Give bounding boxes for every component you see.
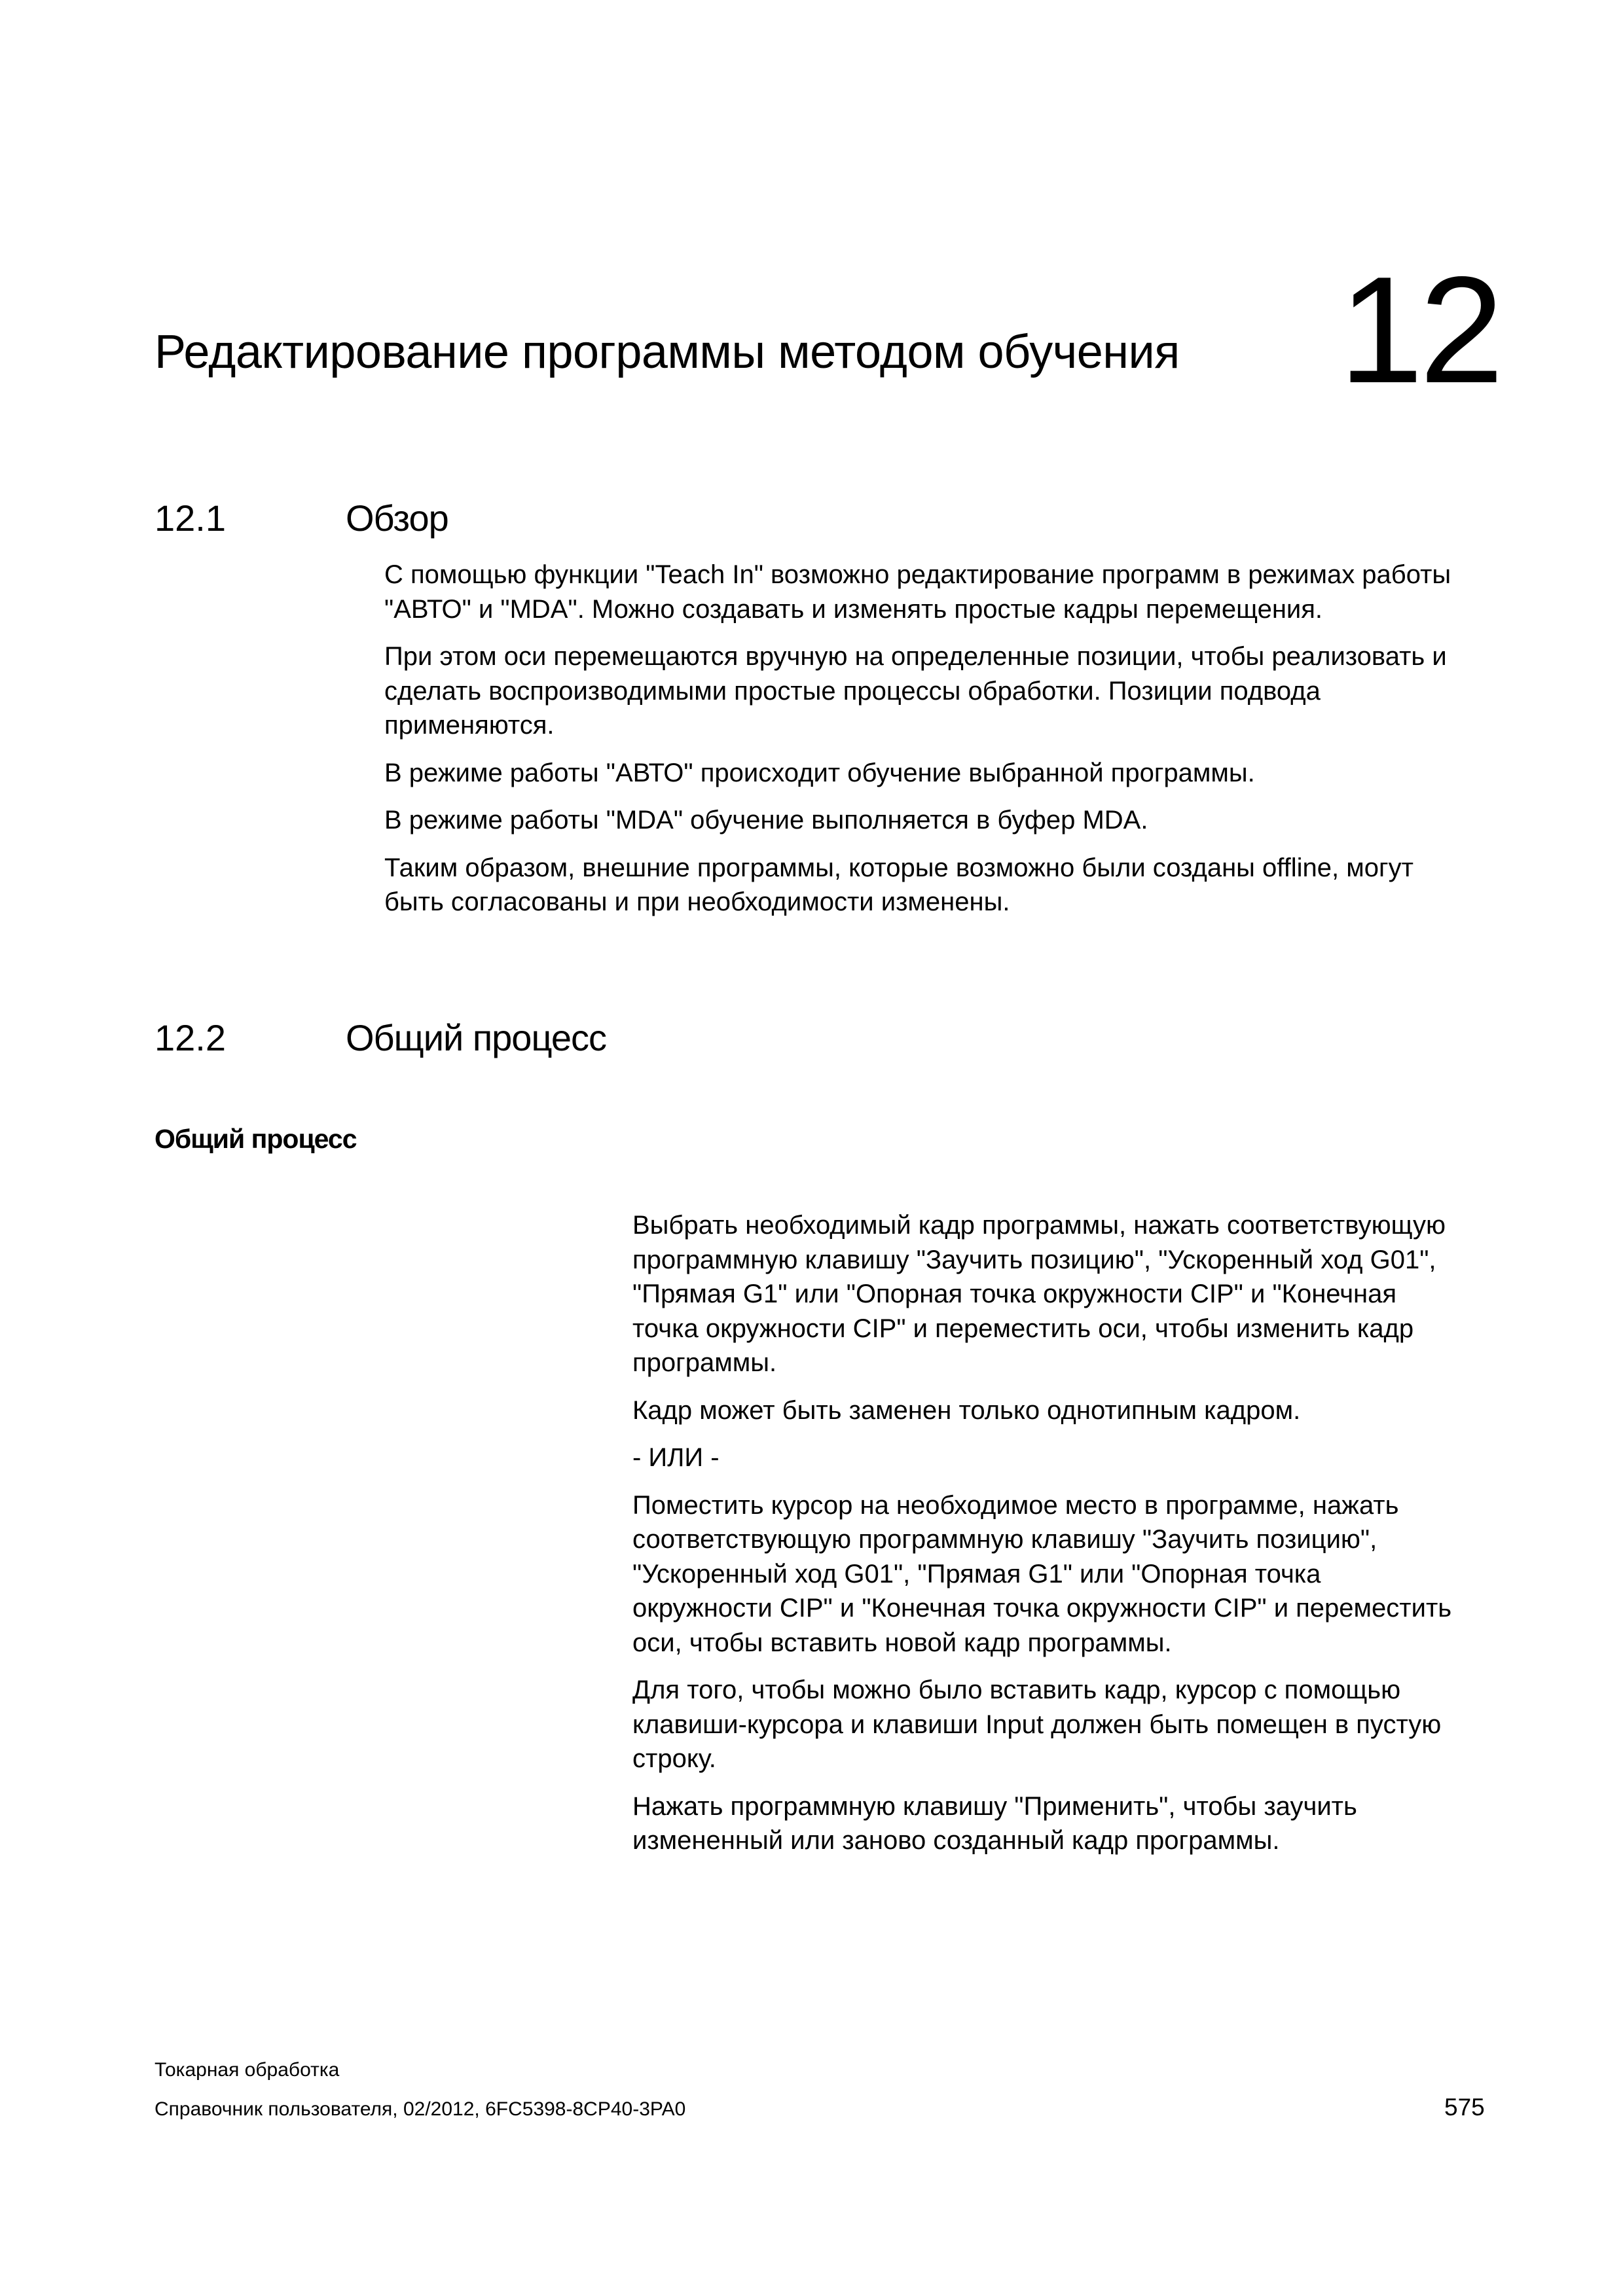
- text-line: - ИЛИ -: [632, 1443, 720, 1472]
- section-1-number: 12.1: [155, 497, 226, 539]
- section-2-paragraph-5: [632, 1673, 1451, 1776]
- text-line: измененный или заново созданный кадр программы.: [632, 1826, 1280, 1855]
- section-2-paragraph-6: [632, 1789, 1451, 1858]
- text-line: Для того, чтобы можно было вставить кадр, курсор с помощью: [632, 1676, 1401, 1704]
- text-line: Поместить курсор на необходимое место в программе, нажать: [632, 1490, 1399, 1520]
- page-number: 575: [1444, 2094, 1485, 2121]
- text-line: точка окружности CIP" и переместить оси, чтобы изменить кадр: [632, 1314, 1414, 1343]
- text-line: Нажать программную клавишу "Применить", чтобы заучить: [632, 1791, 1357, 1821]
- text-line: В режиме работы "АВТО" происходит обучение выбранной программы.: [384, 758, 1255, 787]
- text-line: Кадр может быть заменен только однотипным кадром.: [632, 1395, 1301, 1425]
- section-2-body: [632, 1208, 1451, 1871]
- section-2-paragraph-1: [632, 1208, 1451, 1380]
- section-1-paragraph-2: [384, 639, 1451, 743]
- section-1-paragraph-5: [384, 851, 1451, 920]
- chapter-number: 12: [1339, 245, 1501, 415]
- text-line: В режиме работы "MDA" обучение выполняется в буфер MDA.: [384, 806, 1148, 834]
- text-line: строку.: [632, 1744, 716, 1773]
- text-line: При этом оси перемещаются вручную на определенные позиции, чтобы реализовать и: [384, 642, 1447, 671]
- section-1-body: [384, 558, 1451, 933]
- section-1-paragraph-1: [384, 558, 1451, 626]
- section-1-paragraph-3: [384, 756, 1451, 791]
- text-line: "Прямая G1" или "Опорная точка окружности CIP" и "Конечная: [632, 1280, 1397, 1308]
- text-line: программную клавишу "Заучить позицию", "Ускоренный ход G01",: [632, 1245, 1436, 1274]
- section-1-paragraph-4: [384, 803, 1451, 838]
- section-2-subheading: Общий процесс: [155, 1124, 357, 1154]
- text-line: соответствующую программную клавишу "Заучить позицию",: [632, 1525, 1377, 1554]
- text-line: клавиши-курсора и клавиши Input должен быть помещен в пустую: [632, 1710, 1442, 1739]
- text-line: оси, чтобы вставить новой кадр программы.: [632, 1628, 1172, 1657]
- text-line: окружности CIP" и "Конечная точка окружности CIP" и переместить: [632, 1594, 1452, 1623]
- text-line: программы.: [632, 1348, 777, 1377]
- text-line: сделать воспроизводимыми простые процессы обработки. Позиции подвода: [384, 676, 1321, 706]
- section-2-number: 12.2: [155, 1017, 226, 1058]
- chapter-title: Редактирование программы методом обучения: [155, 326, 1180, 378]
- text-line: Выбрать необходимый кадр программы, нажать соответствующую: [632, 1211, 1446, 1240]
- section-1-title: Обзор: [346, 497, 448, 539]
- section-2-paragraph-2: [632, 1393, 1451, 1428]
- text-line: "АВТО" и "MDA". Можно создавать и изменять простые кадры перемещения.: [384, 594, 1323, 624]
- text-line: Таким образом, внешние программы, которые возможно были созданы offline, могут: [384, 853, 1413, 882]
- text-line: "Ускоренный ход G01", "Прямая G1" или "Опорная точка: [632, 1559, 1321, 1588]
- text-line: С помощью функции "Teach In" возможно редактирование программ в режимах работы: [384, 560, 1451, 589]
- footer-manual-info: Справочник пользователя, 02/2012, 6FC5398-8CP40-3PA0: [155, 2098, 686, 2120]
- text-line: применяются.: [384, 711, 555, 740]
- text-line: быть согласованы и при необходимости изменены.: [384, 888, 1010, 916]
- footer-product: Токарная обработка: [155, 2059, 340, 2081]
- section-2-paragraph-3: [632, 1441, 1451, 1475]
- section-2-title: Общий процесс: [346, 1017, 607, 1058]
- section-2-paragraph-4: [632, 1488, 1451, 1660]
